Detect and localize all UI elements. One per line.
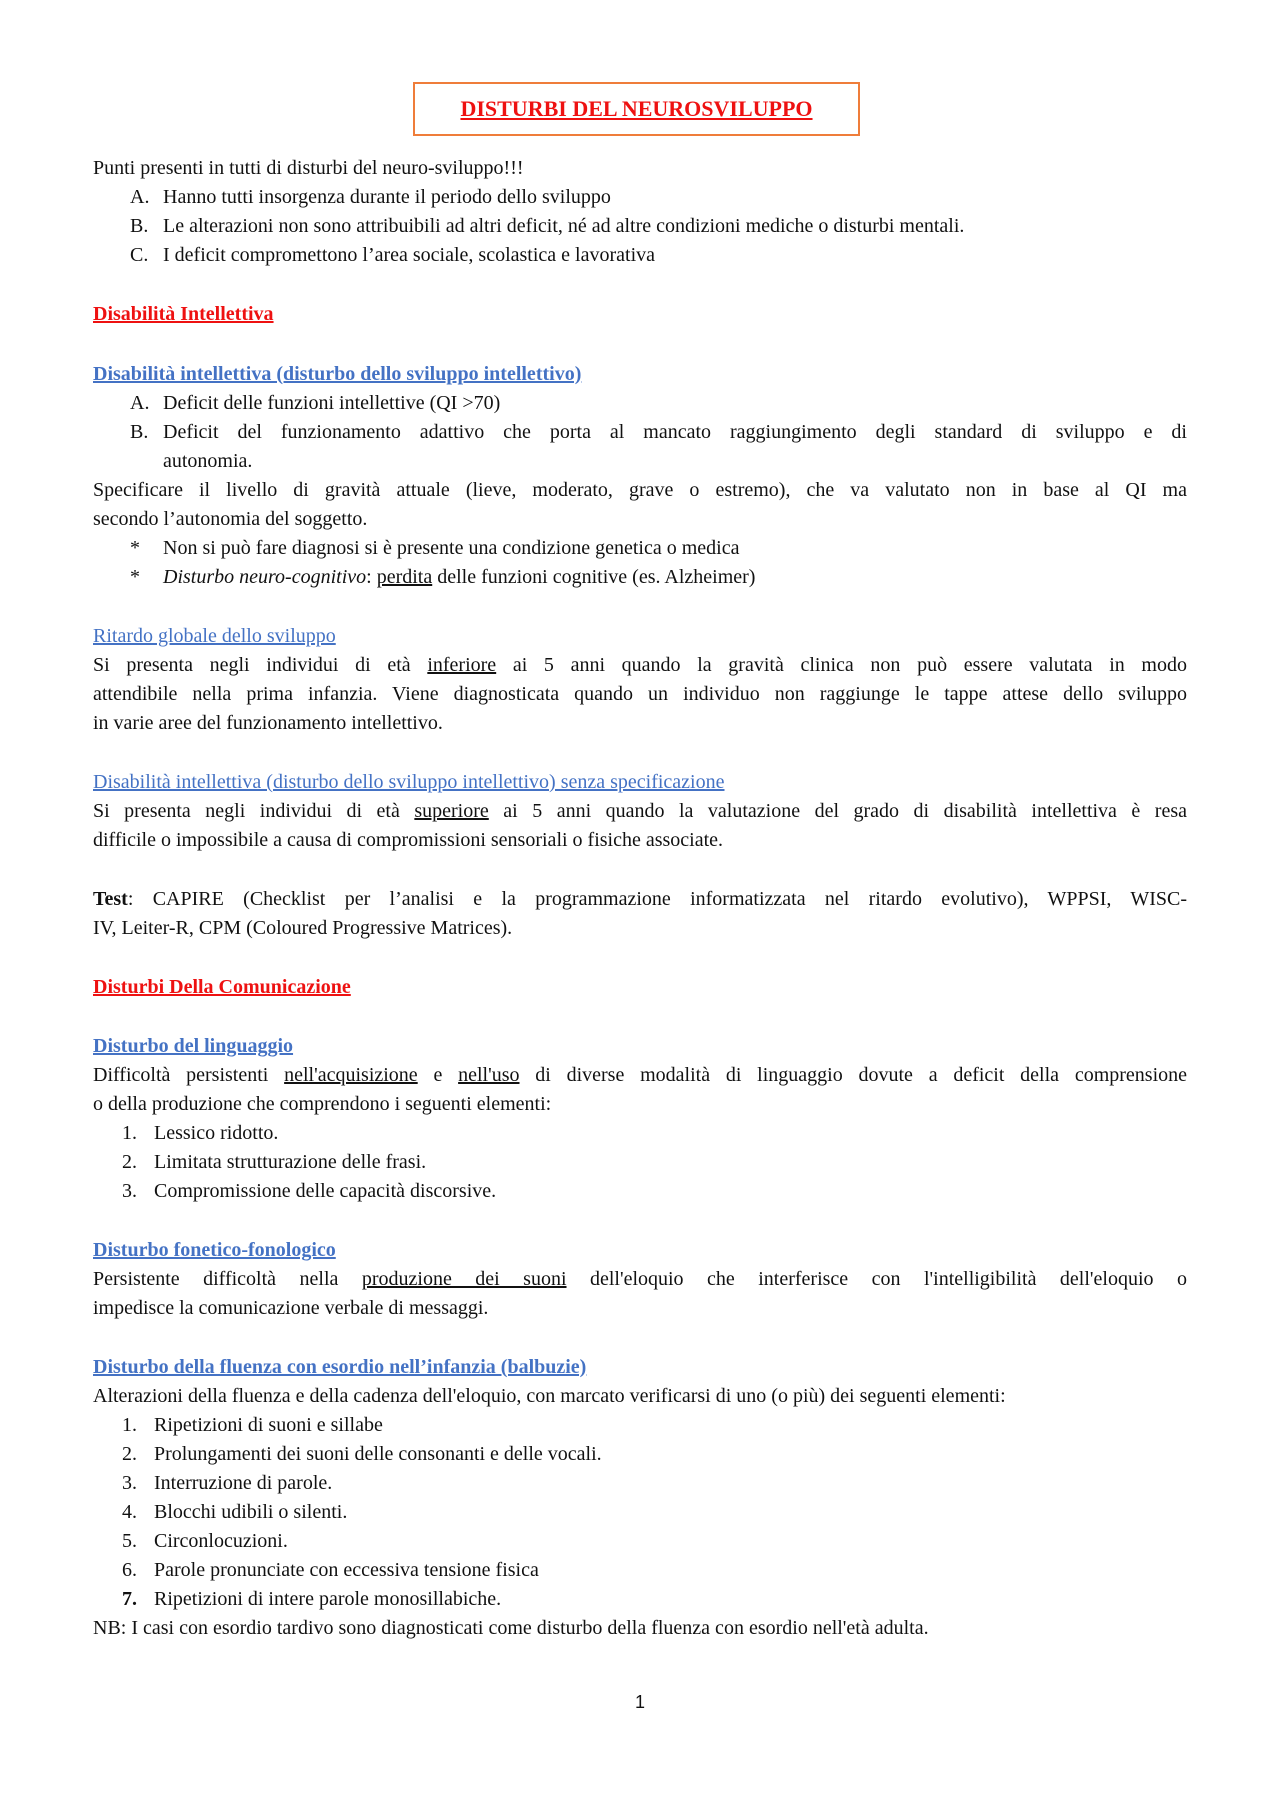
list-marker: 1. — [122, 1122, 137, 1144]
list-text: Prolungamenti dei suoni delle consonanti e delle vocali. — [154, 1443, 602, 1465]
numbered-item — [122, 1413, 383, 1437]
note-item — [130, 536, 740, 560]
paragraph-line — [93, 653, 1187, 677]
paragraph-line: Alterazioni della fluenza e della cadenza dell'eloquio, con marcato verificarsi di uno (o più) dei seguenti elementi: — [93, 1385, 1006, 1407]
numbered-item — [122, 1179, 497, 1203]
list-marker: 4. — [122, 1501, 137, 1523]
nb-note: NB: I casi con esordio tardivo sono diagnosticati come disturbo della fluenza con esordio nell'età adulta. — [93, 1617, 929, 1639]
separator: : — [366, 566, 377, 588]
list-item-a — [130, 391, 501, 415]
underlined-phrase: produzione dei suoni — [361, 1268, 567, 1290]
list-text-continuation: autonomia. — [163, 450, 253, 472]
paragraph-line — [93, 1063, 1187, 1087]
paragraph-line: in varie aree del funzionamento intellettivo. — [93, 712, 443, 734]
numbered-item — [122, 1442, 602, 1466]
paragraph-line: difficile o impossibile a causa di compromissioni sensoriali o fisiche associate. — [93, 829, 724, 851]
paragraph-line: impedisce la comunicazione verbale di messaggi. — [93, 1297, 489, 1319]
subheading-phonetic-disorder: Disturbo fonetico-fonologico — [93, 1239, 336, 1261]
list-text: Parole pronunciate con eccessiva tensione fisica — [154, 1559, 539, 1581]
list-marker: 6. — [122, 1559, 137, 1581]
underlined-word: inferiore — [427, 654, 497, 676]
list-marker: 5. — [122, 1530, 137, 1552]
note-italic-term: Disturbo neuro-cognitivo — [163, 566, 367, 588]
list-marker: 2. — [122, 1443, 137, 1465]
severity-paragraph-line: secondo l’autonomia del soggetto. — [93, 508, 368, 530]
list-text: Limitata strutturazione delle frasi. — [154, 1151, 427, 1173]
severity-paragraph-line: Specificare il livello di gravità attuale (lieve, moderato, grave o estremo), che va valutato non in base al QI ma — [93, 479, 1187, 501]
list-marker: 1. — [122, 1414, 137, 1436]
text: : CAPIRE (Checklist per l’analisi e la programmazione informatizzata nel ritardo evolutivo), WPPSI, WISC- — [127, 888, 1187, 910]
underlined-word: perdita — [376, 566, 433, 588]
list-text: Deficit delle funzioni intellettive (QI >70) — [163, 392, 501, 414]
list-text: I deficit compromettono l’area sociale, scolastica e lavorativa — [163, 244, 656, 266]
intro-text: Punti presenti in tutti di disturbi del neuro-sviluppo!!! — [93, 157, 524, 179]
list-marker: A. — [130, 392, 150, 414]
page-number: 1 — [634, 1692, 645, 1712]
paragraph-line — [93, 1267, 1187, 1291]
list-marker: 3. — [122, 1180, 137, 1202]
asterisk-bullet-icon: * — [130, 566, 140, 588]
list-text: Hanno tutti insorgenza durante il periodo dello sviluppo — [163, 186, 611, 208]
list-text: Le alterazioni non sono attribuibili ad altri deficit, né ad altre condizioni mediche o disturbi mentali. — [163, 215, 965, 237]
intro-item-b — [130, 214, 965, 238]
subheading-language-disorder: Disturbo del linguaggio — [93, 1035, 294, 1057]
text: e — [417, 1064, 459, 1086]
list-text: Compromissione delle capacità discorsive. — [154, 1180, 497, 1202]
section-heading-communication: Disturbi Della Comunicazione — [93, 976, 351, 998]
text: Persistente difficoltà nella — [93, 1268, 362, 1290]
list-text: Lessico ridotto. — [154, 1122, 279, 1144]
numbered-item — [122, 1500, 348, 1524]
list-marker: B. — [130, 215, 149, 237]
list-marker: B. — [130, 421, 149, 443]
list-text: Deficit del funzionamento adattivo che porta al mancato raggiungimento degli standard di sviluppo e di — [163, 421, 1187, 443]
text: Si presenta negli individui di età — [93, 800, 415, 822]
list-marker: A. — [130, 186, 150, 208]
test-line — [93, 887, 1187, 911]
note-item — [130, 565, 756, 589]
test-line: IV, Leiter-R, CPM (Coloured Progressive Matrices). — [93, 917, 513, 939]
note-text: Non si può fare diagnosi si è presente una condizione genetica o medica — [163, 537, 740, 559]
underlined-word: nell'uso — [458, 1064, 520, 1086]
section-heading-intellectual-disability: Disabilità Intellettiva — [93, 303, 274, 325]
list-text: Ripetizioni di intere parole monosillabiche. — [154, 1588, 502, 1610]
paragraph-line: o della produzione che comprendono i seguenti elementi: — [93, 1093, 552, 1115]
list-marker: 7. — [122, 1588, 137, 1610]
text: dell'eloquio che interferisce con l'intelligibilità dell'eloquio o — [566, 1268, 1187, 1290]
list-text: Circonlocuzioni. — [154, 1530, 288, 1552]
note-text: delle funzioni cognitive (es. Alzheimer) — [432, 566, 756, 588]
text: ai 5 anni quando la gravità clinica non può essere valutata in modo — [496, 654, 1187, 676]
subheading-global-delay: Ritardo globale dello sviluppo — [93, 625, 336, 647]
test-label: Test — [93, 888, 128, 910]
list-item-b — [130, 420, 1187, 444]
numbered-item — [122, 1529, 288, 1553]
document-title: DISTURBI DEL NEUROSVILUPPO — [460, 96, 813, 121]
intro-item-a — [130, 185, 611, 209]
intro-item-c — [130, 243, 656, 267]
text: ai 5 anni quando la valutazione del grado di disabilità intellettiva è resa — [488, 800, 1187, 822]
list-text: Ripetizioni di suoni e sillabe — [154, 1414, 383, 1436]
title-box — [413, 82, 860, 136]
subheading-unspecified: Disabilità intellettiva (disturbo dello sviluppo intellettivo) senza specificazione — [93, 771, 725, 793]
list-marker: C. — [130, 244, 149, 266]
text: Difficoltà persistenti — [93, 1064, 285, 1086]
numbered-item — [122, 1587, 502, 1611]
text: di diverse modalità di linguaggio dovute a deficit della comprensione — [519, 1064, 1187, 1086]
list-text: Interruzione di parole. — [154, 1472, 333, 1494]
underlined-word: superiore — [414, 800, 489, 822]
paragraph-line — [93, 799, 1187, 823]
numbered-item — [122, 1471, 333, 1495]
paragraph-line: attendibile nella prima infanzia. Viene diagnosticata quando un individuo non raggiunge le tappe attese dello sviluppo — [93, 683, 1187, 705]
underlined-word: nell'acquisizione — [284, 1064, 418, 1086]
subheading-fluency-disorder: Disturbo della fluenza con esordio nell’infanzia (balbuzie) — [93, 1356, 587, 1378]
numbered-item — [122, 1558, 539, 1582]
list-text: Blocchi udibili o silenti. — [154, 1501, 348, 1523]
list-marker: 2. — [122, 1151, 137, 1173]
text: Si presenta negli individui di età — [93, 654, 428, 676]
asterisk-bullet-icon: * — [130, 537, 140, 559]
subheading-intellectual-disability: Disabilità intellettiva (disturbo dello sviluppo intellettivo) — [93, 363, 582, 385]
list-marker: 3. — [122, 1472, 137, 1494]
numbered-item — [122, 1121, 279, 1145]
numbered-item — [122, 1150, 427, 1174]
